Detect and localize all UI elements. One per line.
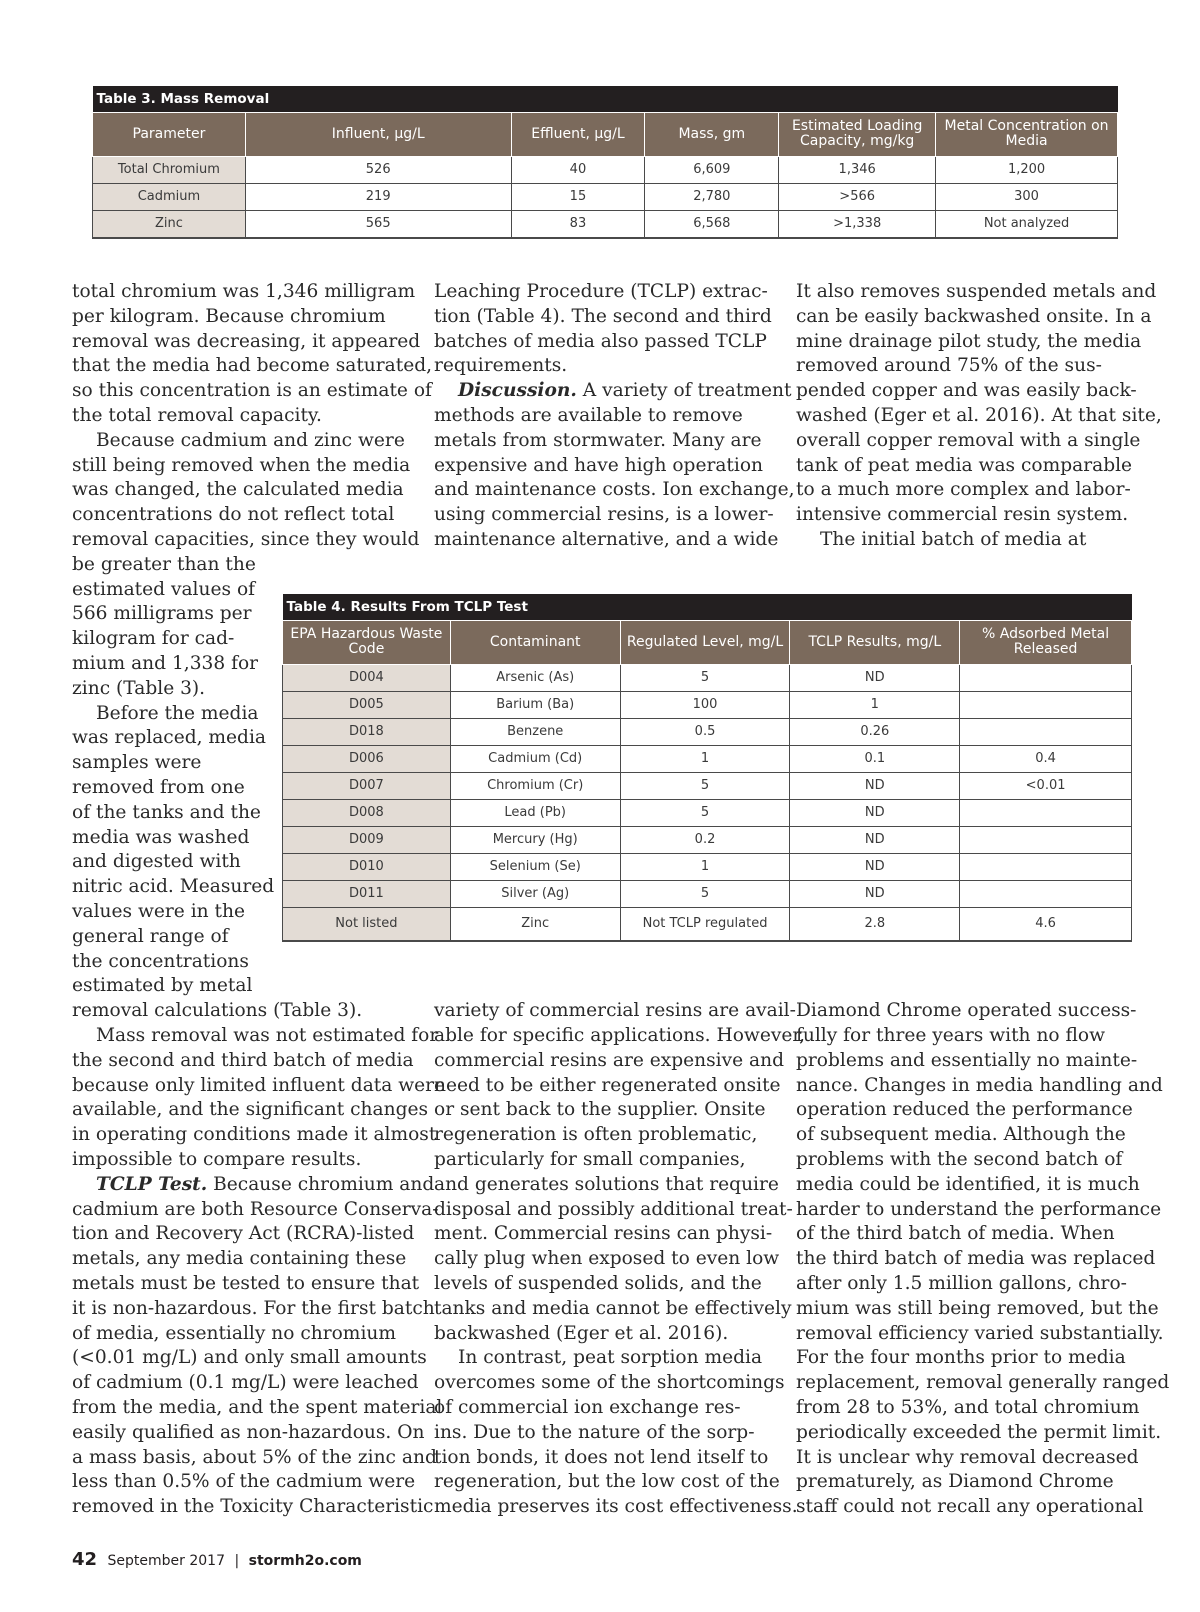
column-3-bottom-text (796, 999, 1169, 1520)
table-cell: D009 (283, 826, 451, 853)
text-line: in operating conditions made it almost (72, 1124, 437, 1146)
text-line: and generates solutions that require (434, 1173, 779, 1195)
text-line: using commercial resins, is a lower- (434, 504, 774, 526)
text-line: or sent back to the supplier. Onsite (434, 1099, 766, 1121)
text-line: Because cadmium and zinc were (96, 429, 405, 451)
text-line: fully for three years with no flow (796, 1024, 1106, 1046)
text-line: periodically exceeded the permit limit. (796, 1421, 1162, 1443)
table-header-cell: Mass, gm (645, 112, 779, 156)
table-header-cell: Contaminant (450, 620, 620, 664)
text-line: batches of media also passed TCLP (434, 330, 767, 352)
table-cell: 219 (245, 183, 511, 210)
column-3-top-text (796, 280, 1162, 553)
table-cell: Chromium (Cr) (450, 772, 620, 799)
text-line: levels of suspended solids, and the (434, 1272, 762, 1294)
text-line: staff could not recall any operational (796, 1496, 1144, 1518)
text-line: impossible to compare results. (72, 1148, 362, 1170)
text-line: can be easily backwashed onsite. In a (796, 305, 1152, 327)
text-line: regeneration, but the low cost of the (434, 1471, 780, 1493)
text-line: regeneration is often problematic, (434, 1124, 758, 1146)
table-cell (960, 853, 1132, 880)
table-cell: ND (790, 664, 960, 691)
text-line: problems with the second batch of (796, 1148, 1123, 1170)
text-line: pended copper and was easily back- (796, 380, 1137, 402)
table-cell: D004 (283, 664, 451, 691)
table-cell: 5 (620, 799, 790, 826)
text-line: of cadmium (0.1 mg/L) were leached (72, 1372, 419, 1394)
table-4-tclp-results (282, 594, 1132, 942)
text-line: removal was decreasing, it appeared (72, 330, 421, 352)
text-line: Mass removal was not estimated for (96, 1024, 439, 1046)
text-line: concentrations do not reflect total (72, 504, 395, 526)
table-cell: Arsenic (As) (450, 664, 620, 691)
table-header-cell: % Adsorbed Metal Released (960, 620, 1132, 664)
text-line: replacement, removal generally ranged (796, 1372, 1170, 1394)
table-3-header-row (93, 112, 1118, 156)
text-line: It also removes suspended metals and (796, 281, 1157, 302)
table-cell: 0.5 (620, 718, 790, 745)
table-cell (960, 880, 1132, 907)
table-header-cell: EPA Hazardous Waste Code (283, 620, 451, 664)
table-row (283, 880, 1132, 907)
table-cell: 0.2 (620, 826, 790, 853)
table-cell: ND (790, 799, 960, 826)
text-line: overall copper removal with a single (796, 429, 1141, 451)
site-link[interactable]: stormh2o.com (248, 1553, 362, 1569)
text-line: media could be identified, it is much (796, 1173, 1140, 1195)
text-line: after only 1.5 million gallons, chro- (796, 1272, 1127, 1294)
text-line: methods are available to remove (434, 404, 743, 426)
text-line: estimated by metal (72, 975, 253, 997)
text-line: be greater than the (72, 553, 256, 575)
table-header-cell: Regulated Level, mg/L (620, 620, 790, 664)
text-line: of the tanks and the (72, 801, 261, 823)
text-run: A variety of treatment (576, 380, 792, 402)
table-cell: 1,200 (936, 156, 1118, 183)
table-cell: D008 (283, 799, 451, 826)
text-line: nance. Changes in media handling and (796, 1074, 1163, 1096)
table-cell: ND (790, 853, 960, 880)
table-cell (960, 826, 1132, 853)
table-cell (960, 799, 1132, 826)
table-cell: Lead (Pb) (450, 799, 620, 826)
table-cell: Zinc (93, 210, 246, 238)
text-line: the total removal capacity. (72, 404, 322, 426)
table-cell (960, 664, 1132, 691)
text-line: was replaced, media (72, 727, 266, 749)
table-cell: 0.4 (960, 745, 1132, 772)
table-cell: Cadmium (93, 183, 246, 210)
table-header-cell: TCLP Results, mg/L (790, 620, 960, 664)
text-line: metals must be tested to ensure that (72, 1272, 420, 1294)
text-line: tion and Recovery Act (RCRA)-listed (72, 1223, 415, 1245)
table-row (93, 156, 1118, 183)
table-cell: 1 (620, 853, 790, 880)
table-row (283, 718, 1132, 745)
text-line: media was washed (72, 826, 250, 848)
table-cell: 2.8 (790, 907, 960, 941)
table-cell: 4.6 (960, 907, 1132, 941)
text-line: prematurely, as Diamond Chrome (796, 1471, 1114, 1493)
text-line: it is non-hazardous. For the first batch (72, 1297, 435, 1319)
text-line: It is unclear why removal decreased (796, 1446, 1139, 1468)
text-line: metals, any media containing these (72, 1248, 407, 1270)
table-row (283, 907, 1132, 941)
text-line: tanks and media cannot be effectively (434, 1297, 792, 1319)
column-1-wrap-text (72, 553, 274, 999)
text-line: Before the media (96, 702, 259, 724)
text-line: tion (Table 4). The second and third (434, 305, 772, 327)
table-cell: Selenium (Se) (450, 853, 620, 880)
table-cell: 6,609 (645, 156, 779, 183)
text-line: that the media had become saturated, (72, 355, 433, 377)
text-line: operation reduced the performance (796, 1099, 1133, 1121)
text-line: cadmium are both Resource Conserva- (72, 1198, 439, 1220)
table-cell: 526 (245, 156, 511, 183)
table-cell: D011 (283, 880, 451, 907)
footer-separator: | (234, 1553, 240, 1569)
text-line: requirements. (434, 355, 568, 377)
text-line: the third batch of media was replaced (796, 1248, 1156, 1270)
page-number: 42 (72, 1549, 98, 1570)
text-line: variety of commercial resins are avail- (434, 1000, 796, 1022)
table-cell: ND (790, 826, 960, 853)
table-cell: Zinc (450, 907, 620, 941)
text-line: so this concentration is an estimate of (72, 380, 432, 402)
text-line: and maintenance costs. Ion exchange, (434, 479, 795, 501)
text-line: available, and the significant changes (72, 1099, 429, 1121)
table-row (93, 210, 1118, 238)
table-cell: 300 (936, 183, 1118, 210)
table-cell: 15 (511, 183, 645, 210)
text-line: Diamond Chrome operated success- (796, 1000, 1137, 1022)
text-line: the concentrations (72, 950, 249, 972)
table-cell (960, 691, 1132, 718)
table-cell: 1,346 (779, 156, 936, 183)
table-cell (960, 718, 1132, 745)
table-header-cell: Estimated Loading Capacity, mg/kg (779, 112, 936, 156)
table-cell: 0.1 (790, 745, 960, 772)
text-line: disposal and possibly additional treat- (434, 1198, 793, 1220)
column-1-bottom-text (72, 999, 445, 1520)
text-line: removal capacities, since they would (72, 528, 420, 550)
text-line: because only limited influent data were (72, 1074, 446, 1096)
text-line: zinc (Table 3). (72, 677, 206, 699)
text-line: maintenance alternative, and a wide (434, 528, 779, 550)
table-cell: Mercury (Hg) (450, 826, 620, 853)
table-cell: 83 (511, 210, 645, 238)
text-line: values were in the (72, 900, 245, 922)
table-cell: 100 (620, 691, 790, 718)
text-line: easily qualified as non-hazardous. On (72, 1421, 425, 1443)
text-line: removed around 75% of the sus- (796, 355, 1102, 377)
text-line: a mass basis, about 5% of the zinc and (72, 1446, 437, 1468)
text-line: tion bonds, it does not lend itself to (434, 1446, 769, 1468)
text-line: washed (Eger et al. 2016). At that site, (796, 404, 1162, 426)
column-2-top-text (434, 280, 795, 553)
text-line: of media, essentially no chromium (72, 1322, 396, 1344)
text-line: and digested with (72, 851, 241, 873)
text-line: Leaching Procedure (TCLP) extrac- (434, 281, 768, 302)
text-line: harder to understand the performance (796, 1198, 1162, 1220)
text-line: particularly for small companies, (434, 1148, 746, 1170)
table-cell: >1,338 (779, 210, 936, 238)
table-cell: Cadmium (Cd) (450, 745, 620, 772)
text-line: 566 milligrams per (72, 603, 252, 625)
table-cell: 565 (245, 210, 511, 238)
text-line: of subsequent media. Although the (796, 1124, 1126, 1146)
table-row (283, 853, 1132, 880)
text-line: The initial batch of media at (820, 528, 1087, 550)
table-cell: Not TCLP regulated (620, 907, 790, 941)
text-line: the second and third batch of media (72, 1049, 414, 1071)
text-line: mium was still being removed, but the (796, 1297, 1159, 1319)
table-cell: D006 (283, 745, 451, 772)
text-line: media preserves its cost effectiveness. (434, 1496, 798, 1518)
table-cell: 1 (620, 745, 790, 772)
text-line: cally plug when exposed to even low (434, 1248, 780, 1270)
table-header-cell: Parameter (93, 112, 246, 156)
text-line: overcomes some of the shortcomings (434, 1372, 785, 1394)
table-cell: 0.26 (790, 718, 960, 745)
text-line: expensive and have high operation (434, 454, 764, 476)
table-cell: <0.01 (960, 772, 1132, 799)
text-line: For the four months prior to media (796, 1347, 1126, 1369)
text-line: In contrast, peat sorption media (458, 1347, 763, 1369)
tclp-test-heading: TCLP Test. (96, 1173, 208, 1195)
table-cell: 6,568 (645, 210, 779, 238)
text-line: ins. Due to the nature of the sorp- (434, 1421, 755, 1443)
text-line: removed in the Toxicity Characteristic (72, 1496, 434, 1518)
text-line: metals from stormwater. Many are (434, 429, 762, 451)
table-row (283, 745, 1132, 772)
table-cell: Not listed (283, 907, 451, 941)
table-row (283, 826, 1132, 853)
text-line: mine drainage pilot study, the media (796, 330, 1142, 352)
table-4-header-row (283, 620, 1132, 664)
table-row (283, 799, 1132, 826)
text-line: per kilogram. Because chromium (72, 305, 386, 327)
text-line: need to be either regenerated onsite (434, 1074, 781, 1096)
table-cell: D018 (283, 718, 451, 745)
table-cell: 1 (790, 691, 960, 718)
table-cell: 5 (620, 880, 790, 907)
discussion-heading: Discussion. (458, 380, 577, 402)
table-cell: Benzene (450, 718, 620, 745)
text-line: removed from one (72, 776, 245, 798)
table-header-cell: Influent, μg/L (245, 112, 511, 156)
text-line: tank of peat media was comparable (796, 454, 1133, 476)
table-cell: D010 (283, 853, 451, 880)
table-header-cell: Metal Concentration on Media (936, 112, 1118, 156)
table-cell: 40 (511, 156, 645, 183)
text-line: (<0.01 mg/L) and only small amounts (72, 1347, 427, 1369)
issue-date: September 2017 (107, 1553, 225, 1569)
text-line: problems and essentially no mainte- (796, 1049, 1138, 1071)
table-header-cell: Effluent, μg/L (511, 112, 645, 156)
table-cell: ND (790, 880, 960, 907)
table-cell: ND (790, 772, 960, 799)
text-line: of commercial ion exchange res- (434, 1396, 741, 1418)
table-row (283, 691, 1132, 718)
text-line: still being removed when the media (72, 454, 411, 476)
table-cell: >566 (779, 183, 936, 210)
table-row (283, 772, 1132, 799)
column-1-top-text (72, 280, 432, 553)
text-line: removal efficiency varied substantially. (796, 1322, 1164, 1344)
table-3-mass-removal (92, 86, 1118, 239)
text-line: to a much more complex and labor- (796, 479, 1131, 501)
text-line: from the media, and the spent material (72, 1396, 443, 1418)
table-cell: D005 (283, 691, 451, 718)
text-line: total chromium was 1,346 milligram (72, 281, 416, 302)
text-line: ment. Commercial resins can physi- (434, 1223, 773, 1245)
table-cell: 2,780 (645, 183, 779, 210)
text-line: able for specific applications. However, (434, 1024, 806, 1046)
table-cell: Barium (Ba) (450, 691, 620, 718)
text-line: commercial resins are expensive and (434, 1049, 785, 1071)
table-cell: 5 (620, 772, 790, 799)
table-row (283, 664, 1132, 691)
table-cell: Silver (Ag) (450, 880, 620, 907)
text-line: nitric acid. Measured (72, 876, 275, 898)
table-cell: 5 (620, 664, 790, 691)
table-cell: Total Chromium (93, 156, 246, 183)
text-line: kilogram for cad- (72, 628, 235, 650)
page-footer (72, 1549, 362, 1570)
text-line: estimated values of (72, 578, 256, 600)
text-line (72, 1173, 445, 1198)
table-4-title: Table 4. Results From TCLP Test (283, 594, 1132, 620)
text-line: intensive commercial resin system. (796, 504, 1129, 526)
text-line: removal calculations (Table 3). (72, 1000, 363, 1022)
table-cell: D007 (283, 772, 451, 799)
text-line: was changed, the calculated media (72, 479, 404, 501)
table-3-title: Table 3. Mass Removal (93, 86, 1118, 112)
text-line: backwashed (Eger et al. 2016). (434, 1322, 729, 1344)
text-line: mium and 1,338 for (72, 652, 259, 674)
text-line: from 28 to 53%, and total chromium (796, 1396, 1140, 1418)
text-run: Because chromium and (207, 1173, 435, 1195)
text-line: less than 0.5% of the cadmium were (72, 1471, 416, 1493)
text-line: general range of (72, 925, 229, 947)
table-cell: Not analyzed (936, 210, 1118, 238)
column-2-bottom-text (434, 999, 805, 1520)
table-row (93, 183, 1118, 210)
text-line (434, 379, 795, 404)
text-line: samples were (72, 752, 202, 774)
text-line: of the third batch of media. When (796, 1223, 1115, 1245)
